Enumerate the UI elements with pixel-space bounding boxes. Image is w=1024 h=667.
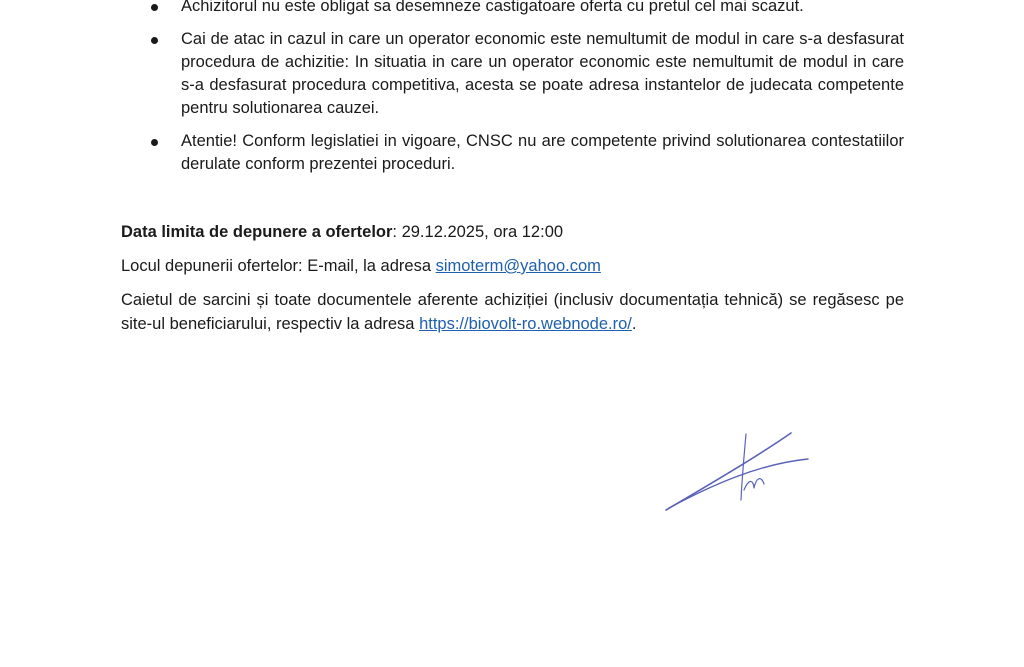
list-item-text: Achizitorul nu este obligat sa desemneze castigatoare oferta cu pretul cel mai scazut. [181, 0, 804, 15]
bullet-icon [151, 37, 158, 44]
deadline-value: : 29.12.2025, ora 12:00 [392, 223, 564, 241]
list-item-text: Atentie! Conform legislatiei in vigoare, CNSC nu are competente privind solutionarea contestatiilor derulate conform prezentei proceduri. [181, 132, 904, 173]
email-link[interactable]: simoterm@yahoo.com [435, 257, 601, 275]
list-item-text: Cai de atac in cazul in care un operator economic este nemultumit de modul in care s-a desfasurat procedura de achizitie: In situatia in care un operator economic este nemultumit de modul in care s-a desfasurat procedura competitiva, acesta se poate adresa instantelor de judecata competente pentru solutionarea cauzei. [181, 30, 904, 117]
conditions-list [121, 0, 904, 186]
documents-paragraph [121, 288, 904, 336]
documents-text: Caietul de sarcini și toate documentele aferente achiziției (inclusiv documentația tehnică) se regăsesc pe site-ul beneficiarului, respectiv la adresa [121, 291, 904, 333]
list-item [121, 28, 904, 120]
documents-end: . [631, 315, 637, 333]
deadline-paragraph [121, 220, 904, 244]
list-item [121, 130, 904, 176]
submission-place-text: Locul depunerii ofertelor: E-mail, la adresa [121, 257, 436, 275]
list-item [121, 0, 904, 18]
deadline-label: Data limita de depunere a ofertelor [121, 223, 393, 241]
website-link[interactable]: https://biovolt-ro.webnode.ro/ [419, 315, 632, 333]
submission-place-paragraph [121, 254, 904, 278]
handwritten-signature [660, 428, 816, 518]
bullet-icon [151, 139, 158, 146]
bullet-icon [151, 4, 158, 11]
